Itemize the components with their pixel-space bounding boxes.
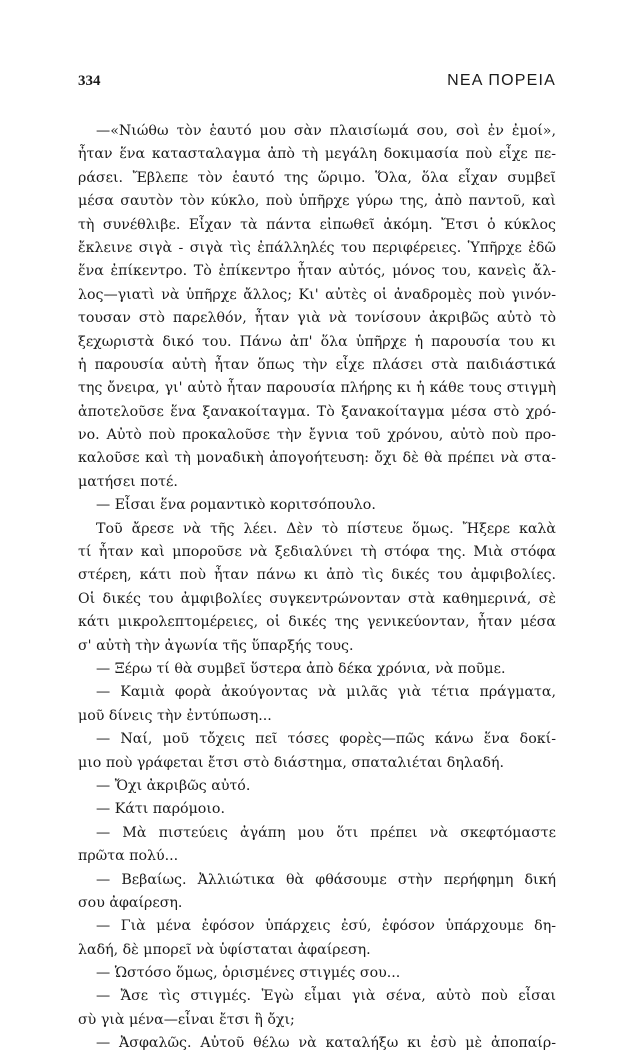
text-line: μιο ποὺ γράφεται ἔτσι στὸ διάστημα, σπαταλιέται δηλαδή. (78, 754, 504, 771)
text-line: καλοῦσε καὶ τὴ μοναδικὴ ἀπογοήτευση: ὄχι δὲ θὰ πρέπει νὰ στα- (78, 450, 556, 467)
text-line: —«Νιώθω τὸν ἑαυτό μου σὰν πλαισίωμά σου, σοὶ ἐν ἐμοί», (96, 123, 556, 139)
text-line: στέρεη, κάτι ποὺ ἦταν πάνω κι ἀπὸ τὶς δικές του ἀμφιβολίες. (78, 567, 556, 584)
text-line: λαδή, δὲ μπορεῖ νὰ ὑφίσταται ἀφαίρεση. (78, 941, 371, 958)
text-line: λος—γιατὶ νὰ ὑπῆρχε ἄλλος; Κι' αὐτὲς οἱ ἀναδρομὲς ποὺ γινόν- (78, 286, 556, 303)
text-line: τὴ συνέθλιβε. Εἶχαν τὰ πάντα εἰπωθεῖ ἀκόμη. Ἔτσι ὁ κύκλος (78, 216, 556, 233)
text-line: Οἱ δικές του ἀμφιβολίες συγκεντρώνονταν στὰ καθημερινά, σὲ (78, 590, 556, 607)
text-line: σου ἀφαίρεση. (78, 894, 183, 911)
text-line: σὺ γιὰ μένα—εἶναι ἔτσι ἢ ὄχι; (78, 1011, 295, 1028)
text-line: σ' αὐτὴ τὴν ἀγωνία τῆς ὕπαρξής τους. (78, 637, 354, 654)
text-line: — Βεβαίως. Ἀλλιώτικα θὰ φθάσουμε στὴν περήφημη δική (96, 871, 556, 888)
text-line: — Ἀσφαλῶς. Αὐτοῦ θέλω νὰ καταλήξω κι ἐσὺ μὲ ἀποπαίρ- (96, 1035, 556, 1052)
text-line: μέσα σαυτὸν τὸν κύκλο, ποὺ ὑπῆρχε γύρω της, ἀπὸ παντοῦ, καὶ (78, 193, 556, 210)
text-line: ἔκλεινε σιγὰ - σιγὰ τὶς ἐπάλληλές του περιφέρειες. Ὑπῆρχε ἐδῶ (78, 239, 556, 256)
text-line: — Καμιὰ φορὰ ἀκούγοντας νὰ μιλᾶς γιὰ τέτια πράγματα, (96, 684, 556, 701)
text-line: ράσει. Ἔβλεπε τὸν ἑαυτό της ὥριμο. Ὅλα, ὅλα εἶχαν συμβεῖ (78, 169, 556, 186)
text-line: τουσαν στὸ παρελθόν, ἦταν γιὰ νὰ τονίσουν ἀκριβῶς αὐτὸ τὸ (78, 310, 556, 327)
text-line: — Ὄχι ἀκριβῶς αὐτό. (96, 777, 251, 794)
text-line: — Μὰ πιστεύεις ἀγάπη μου ὅτι πρέπει νὰ σκεφτόμαστε (96, 824, 556, 841)
text-line: — Ναί, μοῦ τὄχεις πεῖ τόσες φορὲς—πῶς κάνω ἕνα δοκί- (96, 731, 556, 748)
text-line: μοῦ δίνεις τὴν ἐντύπωση... (78, 707, 272, 724)
text-line: πρῶτα πολύ... (78, 848, 179, 865)
text-line: ἡ παρουσία αὐτὴ ἦταν ὅπως τὴν εἶχε πλάσει στὰ παιδιάστικά (78, 356, 556, 373)
text-line: ξεχωριστὰ δικό του. Πάνω ἀπ' ὅλα ὑπῆρχε ἡ παρουσία του κι (78, 333, 556, 350)
text-line: κάτι μικρολεπτομέρειες, οἱ δικές της γενικεύονταν, ἦταν μέσα (78, 614, 556, 631)
text-line: της ὄνειρα, γι' αὐτὸ ἦταν παρουσία πλήρης κι ἡ κάθε τους στιγμὴ (78, 380, 556, 397)
text-line: ἀποτελοῦσε ἕνα ξανακοίταγμα. Τὸ ξανακοίταγμα μέσα στὸ χρό- (78, 403, 556, 420)
text-line: — Γιὰ μένα ἐφόσον ὑπάρχεις ἐσύ, ἐφόσον ὑπάρχουμε δη- (96, 918, 556, 935)
text-line: — Ξέρω τί θὰ συμβεῖ ὕστερα ἀπὸ δέκα χρόνια, νὰ ποῦμε. (96, 660, 506, 677)
running-title: ΝΕΑ ΠΟΡΕΙΑ (447, 72, 556, 89)
page-number: 334 (78, 73, 101, 89)
text-line: — Ὡστόσο ὅμως, ὁρισμένες στιγμές σου... (96, 965, 401, 982)
text-line: νο. Αὐτὸ ποὺ προκαλοῦσε τὴν ἔγνια τοῦ χρόνου, αὐτὸ ποὺ προ- (78, 427, 556, 444)
page-header (78, 72, 556, 90)
text-line: — Εἶσαι ἕνα ρομαντικὸ κοριτσόπουλο. (96, 497, 376, 514)
text-line: τί ἦταν καὶ μποροῦσε νὰ ξεδιαλύνει τὴ στόφα της. Μιὰ στόφα (78, 544, 556, 561)
text-line: ματήσει ποτέ. (78, 473, 178, 490)
body-text (78, 120, 556, 1056)
text-line: Τοῦ ἄρεσε νὰ τῆς λέει. Δὲν τὸ πίστευε ὅμως. Ἤξερε καλὰ (96, 520, 556, 537)
text-line: ἕνα ἐπίκεντρο. Τὸ ἐπίκεντρο ἦταν αὐτός, μόνος του, κανεὶς ἄλ- (78, 263, 556, 280)
text-line: ἦταν ἕνα κατασταλαγμα ἀπὸ τὴ μεγάλη δοκιμασία ποὺ εἶχε πε- (78, 146, 556, 163)
text-line: — Κάτι παρόμοιο. (96, 801, 225, 818)
text-line: — Ἄσε τὶς στιγμές. Ἐγὼ εἶμαι γιὰ σένα, αὐτὸ ποὺ εἶσαι (96, 988, 556, 1005)
